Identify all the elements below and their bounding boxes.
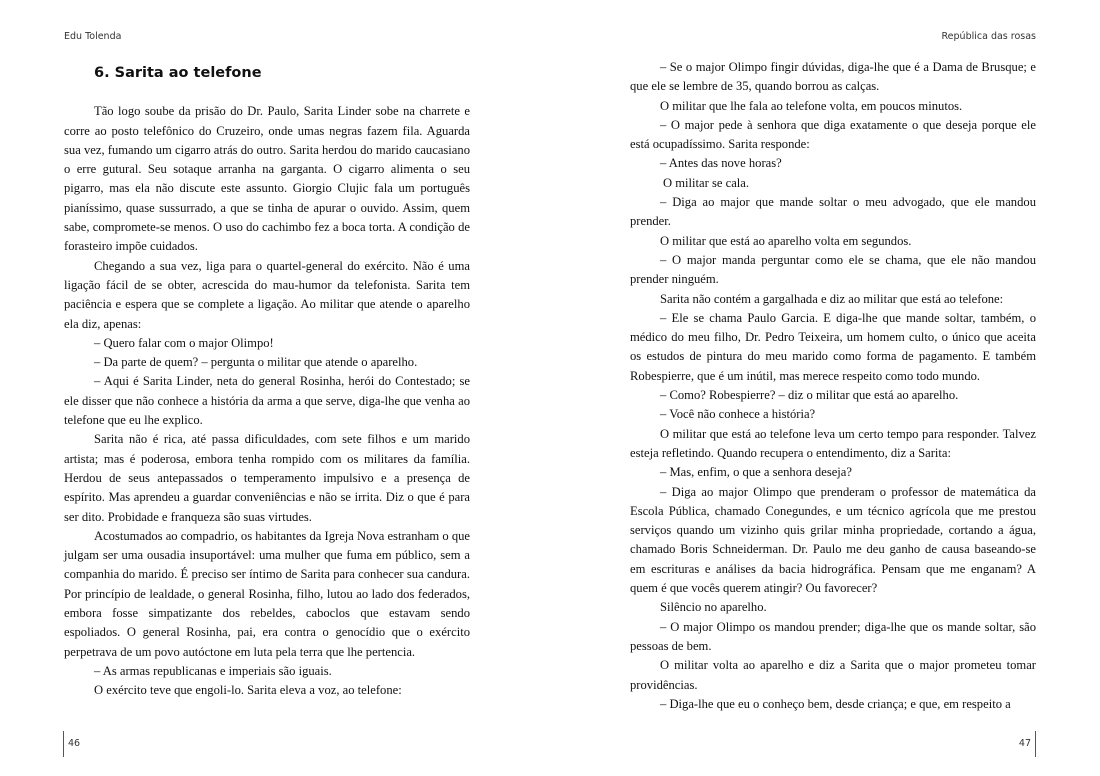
left-page	[64, 56, 470, 701]
paragraph: – Aqui é Sarita Linder, neta do general Rosinha, herói do Contestado; se ele disser que não conhece a história da arma a que serve, diga-lhe que venha ao telefone que eu lhe explico.	[64, 374, 470, 428]
paragraph: – Da parte de quem? – pergunta o militar que atende o aparelho.	[94, 355, 418, 370]
paragraph: – Diga ao major que mande soltar o meu advogado, que ele mandou prender.	[630, 195, 1036, 229]
paragraph: O militar que está ao telefone leva um certo tempo para responder. Talvez esteja refletindo. Quando recupera o entendimento, diz a Sarita:	[630, 426, 1036, 460]
paragraph: O exército teve que engoli-lo. Sarita eleva a voz, ao telefone:	[94, 683, 402, 698]
paragraph: – Quero falar com o major Olimpo!	[94, 335, 274, 350]
paragraph: O militar volta ao aparelho e diz a Sarita que o major prometeu tomar providências.	[630, 658, 1036, 692]
paragraph: O militar se cala.	[663, 175, 750, 190]
paragraph: – O major pede à senhora que diga exatamente o que deseja porque ele está ocupadíssimo. Sarita responde:	[630, 117, 1036, 152]
paragraph: O militar que está ao aparelho volta em segundos.	[660, 233, 912, 248]
paragraph: O militar que lhe fala ao telefone volta, em poucos minutos.	[660, 98, 963, 113]
paragraph: – Antes das nove horas?	[660, 156, 782, 171]
paragraph: Sarita não é rica, até passa dificuldades, com sete filhos e um marido artista; mas é poderosa, embora tenha rompido com os militares da família. Herdou de seus antepassados o temperamento impulsivo e a presença de espírito. Mas aprendeu a guardar conveniências e não se irrita. Diz o que é para ser dito. Probidade e franqueza são suas virtudes.	[64, 432, 470, 524]
paragraph: – O major Olimpo os mandou prender; diga-lhe que os mande soltar, são pessoas de bem.	[630, 619, 1036, 653]
paragraph: – O major manda perguntar como ele se chama, que ele não mandou prender ninguém.	[630, 252, 1036, 287]
paragraph: – Como? Robespierre? – diz o militar que está ao aparelho.	[660, 388, 959, 403]
running-header-title: República das rosas	[941, 31, 1036, 42]
page-number-right: 47	[1019, 731, 1036, 757]
paragraph: Acostumados ao compadrio, os habitantes da Igreja Nova estranham o que julgam ser uma ousadia insuportável: uma mulher que fuma em público, sem a companhia do marido. É preciso ser íntimo de Sarita para conhecer sua candura. Por princípio de lealdade, o general Rosinha, filho, lutou ao lado dos federados, embora fosse simpatizante dos rebeldes, caboclos que estavam sendo espoliados. O general Rosinha, pai, era contra o genocídio que o exército perpetrava de um povo autóctone em luta pela terra que lhe pertencia.	[64, 528, 470, 659]
paragraph: – Mas, enfim, o que a senhora deseja?	[660, 465, 852, 480]
paragraph: Tão logo soube da prisão do Dr. Paulo, Sarita Linder sobe na charrete e corre ao posto telefônico do Cruzeiro, onde umas negras fazem fila. Aguarda sua vez, fumando um cigarro atrás do outro. Sarita herdou do marido caucasiano o erre gutural. Seu sotaque arranha na garganta. O cigarro alimenta o seu pigarro, mas ela não discute este assunto. Giorgio Clujic fala um português pianíssimo, quase sussurrado, a que se tinha de apurar o ouvido. Assim, quem sabe, compromete-se menos. O uso do cachimbo fez a boca torta. A condição de forasteiro impõe cuidados.	[64, 104, 470, 254]
paragraph: Chegando a sua vez, liga para o quartel-general do exército. Não é uma ligação fácil de se obter, acrescida do mau-humor da telefonista. Sarita tem paciência e espera que se complete a ligação. Ao militar que atende o aparelho ela diz, apenas:	[64, 258, 470, 331]
right-page	[630, 58, 1036, 714]
paragraph: – Diga ao major Olimpo que prenderam o professor de matemática da Escola Pública, chamado Conegundes, e um técnico agrícola que me prestou serviços quando um vizinho quis grilar minha propriedade, cortando a água, chamado Boris Schneiderman. Dr. Paulo me deu ganho de causa baseando-se em escrituras e análises da bacia hidrográfica. Pensam que me enganam? A quem é que vocês querem atingir? Ou favorecer?	[630, 484, 1036, 596]
chapter-title: 6. Sarita ao telefone	[94, 65, 262, 81]
paragraph: – Ele se chama Paulo Garcia. E diga-lhe que mande soltar, também, o médico do meu filho, Dr. Pedro Teixeira, um homem culto, o único que aceita os estudos de pintura do meu marido como forma de pagamento. E também Robespierre, que é um inútil, mas merece respeito como todo mundo.	[630, 310, 1036, 383]
running-header-author: Edu Tolenda	[64, 31, 122, 42]
paragraph: Sarita não contém a gargalhada e diz ao militar que está ao telefone:	[660, 291, 1004, 306]
paragraph: – Se o major Olimpo fingir dúvidas, diga-lhe que é a Dama de Brusque; e que ele se lembre de 35, quando borrou as calças.	[630, 60, 1036, 94]
paragraph: – Você não conhece a história?	[660, 407, 816, 422]
paragraph: – Diga-lhe que eu o conheço bem, desde criança; e que, em respeito a	[660, 696, 1011, 711]
paragraph: Silêncio no aparelho.	[660, 600, 767, 615]
page-number-left: 46	[63, 731, 80, 757]
paragraph: – As armas republicanas e imperiais são iguais.	[94, 663, 332, 678]
